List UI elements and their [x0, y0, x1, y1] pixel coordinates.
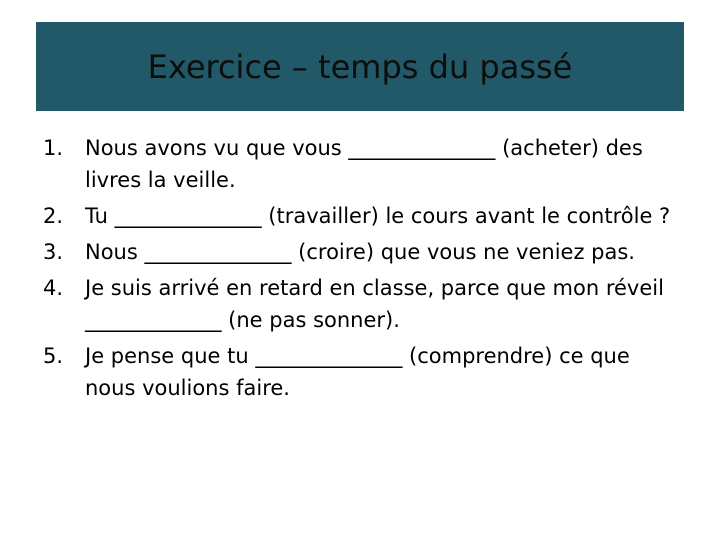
slide-title: Exercice – temps du passé	[147, 47, 573, 86]
exercise-item	[43, 132, 683, 196]
title-bar	[36, 22, 684, 111]
answer-blank: _____________	[85, 308, 222, 332]
item-text-before: Je pense que tu	[85, 344, 256, 368]
answer-blank: ______________	[348, 136, 496, 160]
item-number: 4.	[43, 276, 64, 300]
item-number: 3.	[43, 240, 64, 264]
answer-blank: ______________	[114, 204, 262, 228]
exercise-item	[43, 236, 683, 268]
item-number: 1.	[43, 136, 64, 160]
exercise-list	[43, 132, 683, 408]
item-text-before: Tu	[85, 204, 115, 228]
item-number: 5.	[43, 344, 64, 368]
item-text-after: (comprendre) ce que nous voulions faire.	[85, 344, 630, 400]
answer-blank: ______________	[144, 240, 292, 264]
exercise-item	[43, 272, 683, 336]
exercise-item	[43, 340, 683, 404]
item-text-before: Nous avons vu que vous	[85, 136, 349, 160]
answer-blank: ______________	[255, 344, 403, 368]
item-text-after: (ne pas sonner).	[221, 308, 400, 332]
item-text-before: Nous	[85, 240, 145, 264]
item-number: 2.	[43, 204, 64, 228]
item-text-after: (croire) que vous ne veniez pas.	[291, 240, 635, 264]
exercise-item	[43, 200, 683, 232]
item-text-after: (acheter) des livres la veille.	[85, 136, 643, 192]
item-text-after: (travailler) le cours avant le contrôle ?	[261, 204, 671, 228]
item-text-before: Je suis arrivé en retard en classe, parce que mon réveil	[85, 276, 664, 300]
